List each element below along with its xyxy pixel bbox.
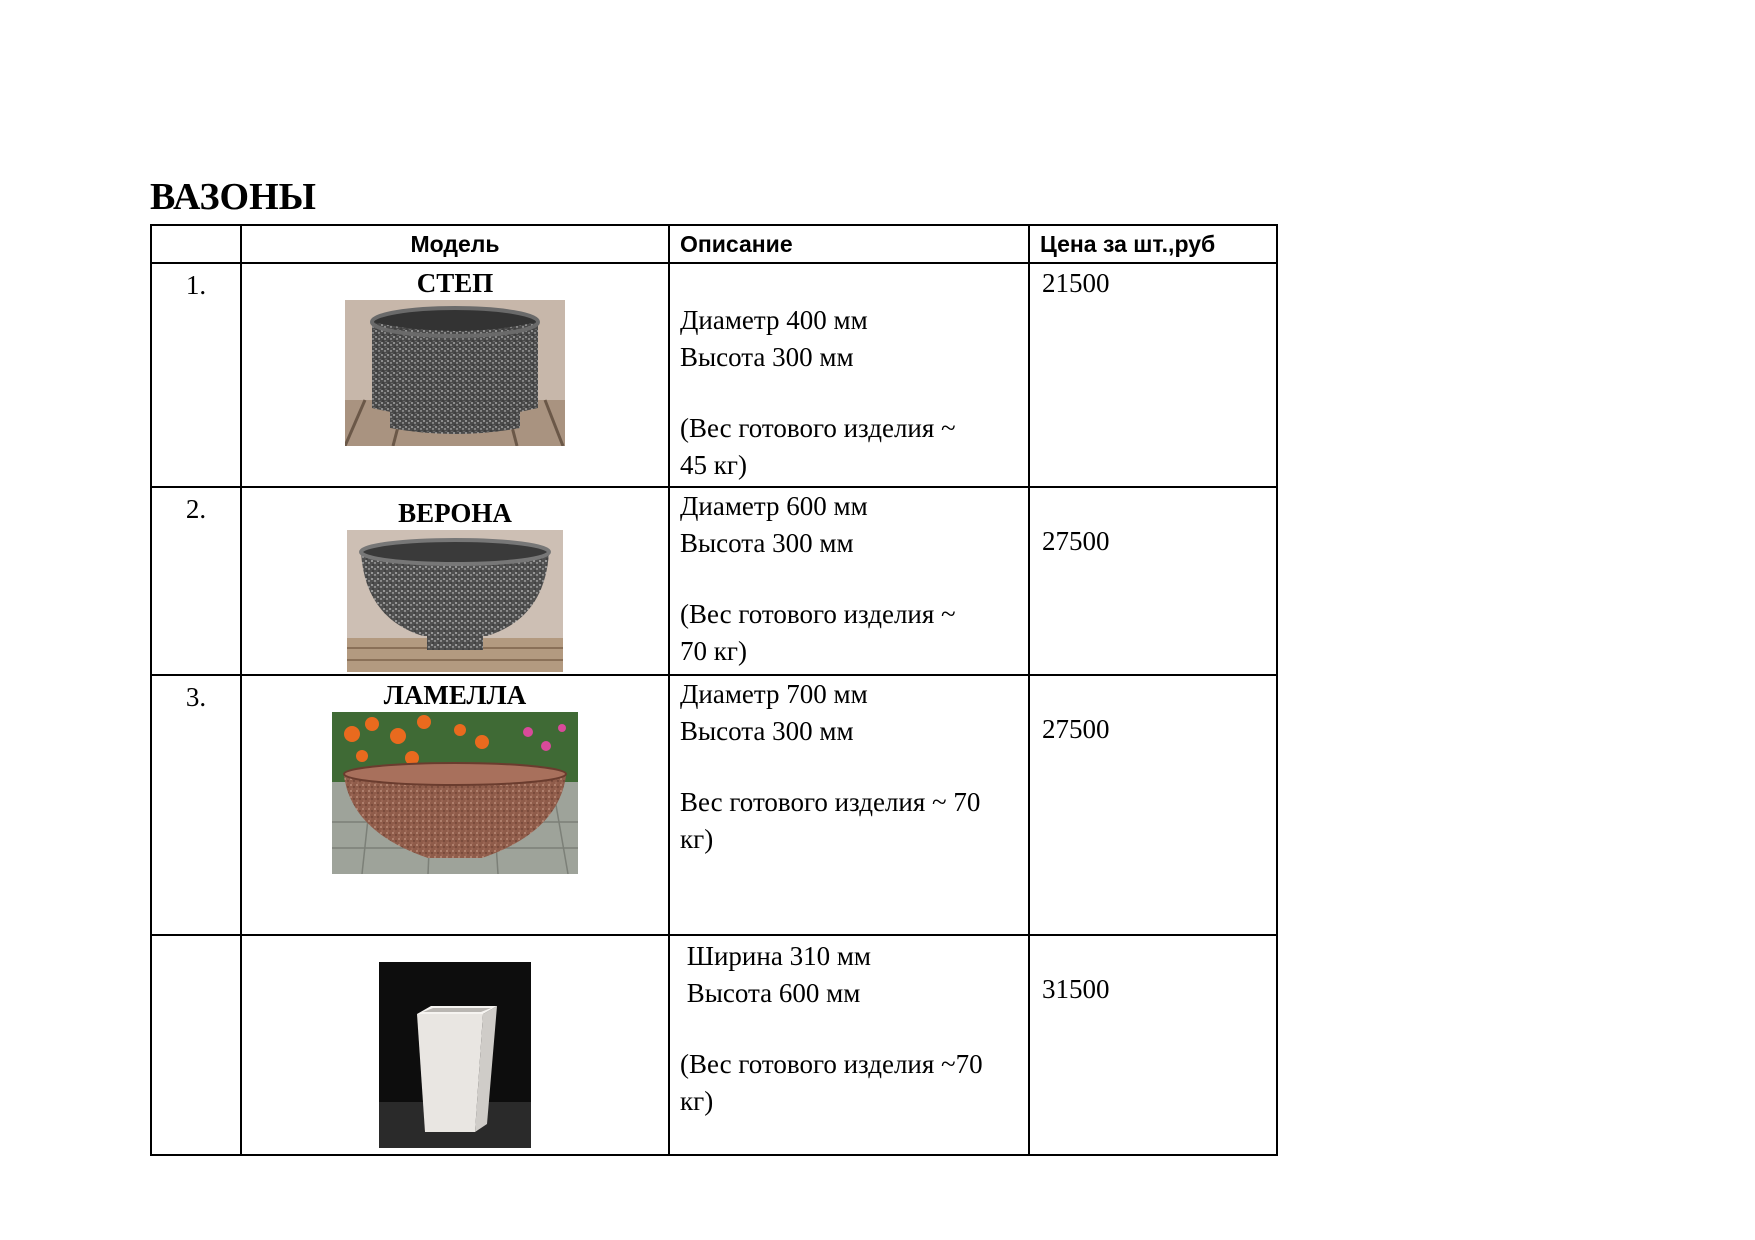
- price-cell: [1029, 935, 1277, 1155]
- row-number: 2.: [151, 487, 241, 675]
- description-cell: [669, 263, 1029, 487]
- description-line: Высота 300 мм: [680, 716, 854, 746]
- description-line: Высота 300 мм: [680, 342, 854, 372]
- red-granite-wide-bowl-planter-photo: [332, 712, 578, 874]
- granite-bowl-planter-photo: [347, 530, 563, 672]
- model-name: ЛАМЕЛЛА: [383, 680, 527, 710]
- price-cell: [1029, 487, 1277, 675]
- description-line: кг): [680, 824, 714, 854]
- price-value: 27500: [1042, 714, 1110, 744]
- table-header-row: [151, 225, 1277, 263]
- price-value: 31500: [1042, 974, 1110, 1004]
- model-name: ВЕРОНА: [398, 498, 512, 528]
- description-line: Диаметр 700 мм: [680, 679, 868, 709]
- description-cell: [669, 935, 1029, 1155]
- header-number: [151, 225, 241, 263]
- granite-cylinder-planter-photo: [345, 300, 565, 446]
- model-name: СТЕП: [416, 268, 494, 298]
- header-model: Модель: [241, 225, 669, 263]
- description-line: Высота 600 мм: [680, 978, 861, 1008]
- row-number: [151, 935, 241, 1155]
- price-cell: [1029, 675, 1277, 935]
- model-cell: [241, 263, 669, 487]
- description-line: кг): [680, 1086, 714, 1116]
- model-cell: [241, 487, 669, 675]
- table-row: [151, 935, 1277, 1155]
- description-cell: [669, 675, 1029, 935]
- price-cell: [1029, 263, 1277, 487]
- page-title: ВАЗОНЫ: [150, 176, 316, 218]
- white-square-tall-planter-photo: [379, 962, 531, 1148]
- price-value: 27500: [1042, 526, 1110, 556]
- table-row: [151, 675, 1277, 935]
- description-cell: [669, 487, 1029, 675]
- description-line: Вес готового изделия ~ 70: [680, 787, 981, 817]
- model-cell: [241, 935, 669, 1155]
- description-line: 45 кг): [680, 450, 747, 480]
- description-line: Диаметр 400 мм: [680, 305, 868, 335]
- description-line: 70 кг): [680, 636, 747, 666]
- row-number: 1.: [151, 263, 241, 487]
- price-value: 21500: [1042, 268, 1110, 298]
- description-line: (Вес готового изделия ~70: [680, 1049, 983, 1079]
- planters-table: [150, 224, 1278, 1156]
- table-row: [151, 487, 1277, 675]
- description-line: (Вес готового изделия ~: [680, 599, 956, 629]
- header-description: Описание: [669, 225, 1029, 263]
- description-line: Диаметр 600 мм: [680, 491, 868, 521]
- description-line: (Вес готового изделия ~: [680, 413, 956, 443]
- description-line: Ширина 310 мм: [680, 941, 871, 971]
- model-cell: [241, 675, 669, 935]
- description-line: Высота 300 мм: [680, 528, 854, 558]
- table-row: [151, 263, 1277, 487]
- header-price: Цена за шт.,руб: [1029, 225, 1277, 263]
- row-number: 3.: [151, 675, 241, 935]
